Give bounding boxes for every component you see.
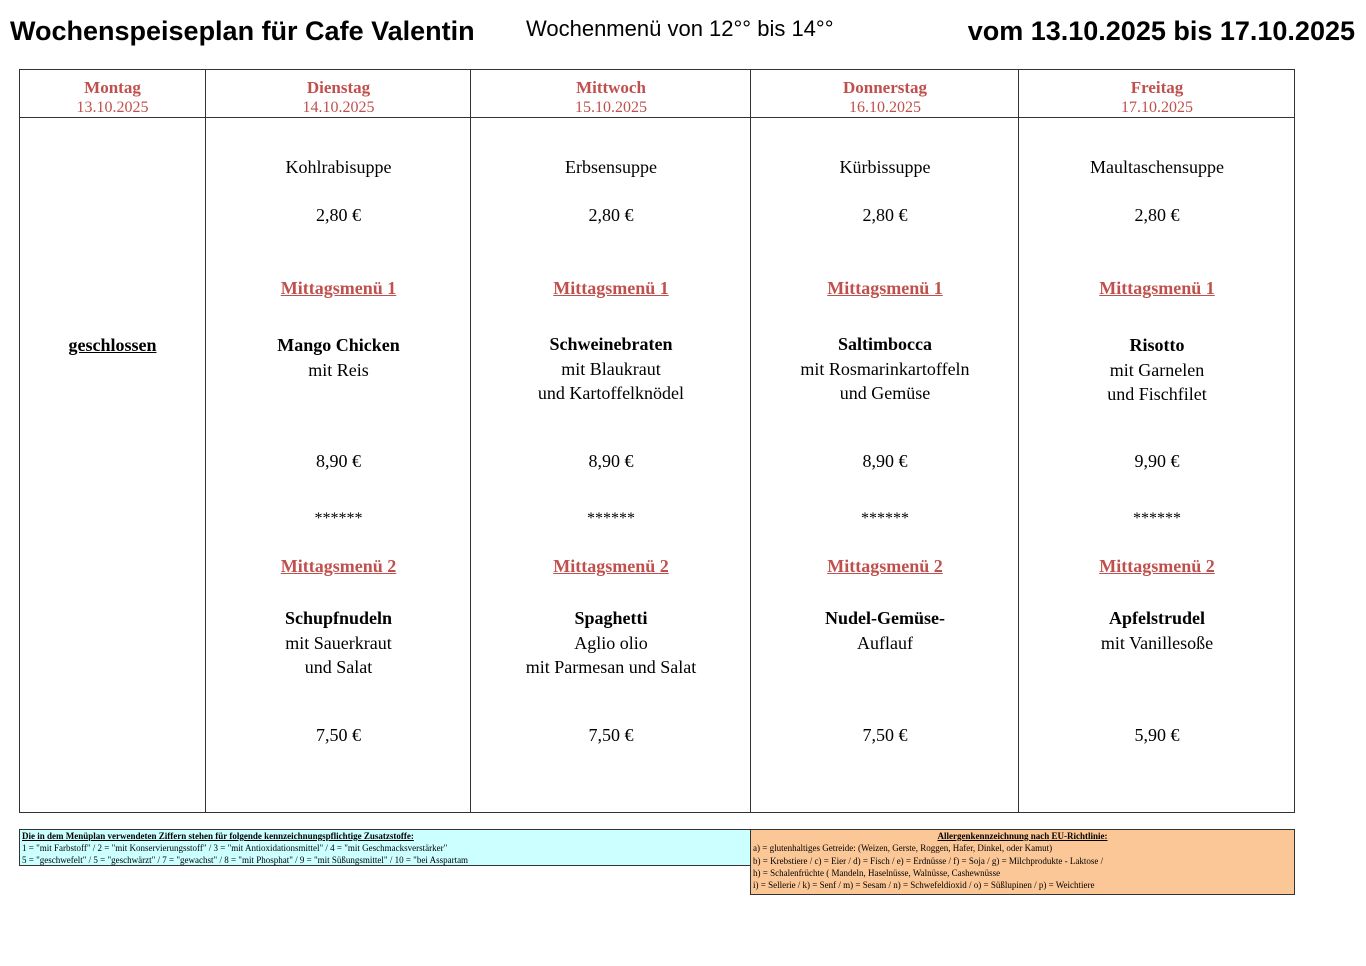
menu1-dish: Mango Chicken bbox=[277, 335, 400, 355]
menu1-description bbox=[1019, 333, 1295, 407]
menu1-side: mit Reis bbox=[308, 359, 369, 380]
day-date: 14.10.2025 bbox=[302, 99, 375, 116]
soup-price: 2,80 € bbox=[588, 205, 634, 225]
soup-name: Kohlrabisuppe bbox=[285, 157, 392, 177]
day-name: Dienstag bbox=[306, 78, 371, 97]
soup-price: 2,80 € bbox=[862, 205, 908, 225]
menu1-description bbox=[206, 333, 471, 382]
menu2-label: Mittagsmenü 2 bbox=[827, 556, 943, 576]
menu2-side: Auflauf bbox=[857, 632, 913, 653]
day-column-montag bbox=[20, 70, 205, 812]
menu2-side: und Salat bbox=[304, 657, 373, 677]
menu1-dish: Risotto bbox=[1129, 335, 1185, 355]
day-header bbox=[751, 78, 1019, 118]
day-date: 15.10.2025 bbox=[575, 99, 647, 116]
menu1-side: mit Garnelen bbox=[1109, 359, 1205, 380]
menu1-description bbox=[471, 332, 751, 406]
menu1-dish: Schweinebraten bbox=[549, 334, 673, 354]
additives-line: 1 = "mit Farbstoff" / 2 = "mit Konservierungsstoff" / 3 = "mit Antioxidationsmittel" / 4 = "mit Geschmacksverstärker" bbox=[22, 843, 448, 853]
menu2-side: Aglio olio bbox=[574, 632, 648, 653]
menu2-description bbox=[1019, 606, 1295, 655]
day-header bbox=[1019, 78, 1295, 118]
allergens-line: h) = Schalenfrüchte ( Mandeln, Haselnüsse, Walnüsse, Cashewnüsse bbox=[753, 867, 1001, 878]
day-date: 13.10.2025 bbox=[76, 99, 149, 116]
page-title: Wochenspeiseplan für Cafe Valentin bbox=[10, 16, 475, 46]
separator: ****** bbox=[1133, 510, 1181, 527]
day-column-donnerstag bbox=[750, 70, 1019, 812]
menu2-side: mit Parmesan und Salat bbox=[525, 657, 697, 677]
menu2-label: Mittagsmenü 2 bbox=[280, 556, 397, 576]
day-column-dienstag bbox=[205, 70, 471, 812]
menu1-label: Mittagsmenü 1 bbox=[553, 278, 669, 298]
menu1-side: mit Blaukraut bbox=[561, 358, 661, 379]
menu1-dish: Saltimbocca bbox=[838, 334, 932, 354]
day-name: Mittwoch bbox=[576, 78, 646, 97]
day-column-mittwoch bbox=[470, 70, 751, 812]
day-name: Donnerstag bbox=[842, 78, 928, 97]
day-header bbox=[20, 78, 205, 118]
menu2-label: Mittagsmenü 2 bbox=[1099, 556, 1215, 576]
closed-label: geschlossen bbox=[68, 335, 157, 355]
soup-name: Maultaschensuppe bbox=[1090, 157, 1224, 177]
menu1-price: 8,90 € bbox=[862, 451, 908, 471]
menu1-label: Mittagsmenü 1 bbox=[1099, 278, 1215, 298]
soup-name: Erbsensuppe bbox=[565, 157, 657, 177]
menu2-dish: Apfelstrudel bbox=[1109, 608, 1205, 628]
menu2-description bbox=[751, 606, 1019, 655]
menu2-description bbox=[206, 606, 471, 680]
menu1-price: 8,90 € bbox=[588, 451, 634, 471]
menu2-dish: Schupfnudeln bbox=[284, 608, 393, 628]
menu2-price: 5,90 € bbox=[1134, 725, 1180, 745]
soup-price: 2,80 € bbox=[316, 205, 361, 225]
menu1-side: und Gemüse bbox=[839, 383, 931, 403]
allergens-line: i) = Sellerie / k) = Senf / m) = Sesam / n) = Schwefeldioxid / o) = Süßlupinen / p) = Weichtiere bbox=[753, 880, 1095, 891]
menu1-price: 8,90 € bbox=[316, 451, 361, 471]
menu1-description bbox=[751, 332, 1019, 406]
day-header bbox=[206, 78, 471, 118]
day-name: Freitag bbox=[1130, 78, 1184, 97]
separator: ****** bbox=[314, 510, 363, 527]
menu2-price: 7,50 € bbox=[588, 725, 634, 745]
menu1-label: Mittagsmenü 1 bbox=[827, 278, 943, 298]
soup-price: 2,80 € bbox=[1134, 205, 1180, 225]
menu1-price: 9,90 € bbox=[1134, 451, 1180, 471]
menu2-side: mit Vanillesoße bbox=[1100, 632, 1214, 653]
menu1-side: und Fischfilet bbox=[1107, 384, 1207, 404]
separator: ****** bbox=[587, 510, 635, 527]
date-range: vom 13.10.2025 bis 17.10.2025 bbox=[967, 16, 1355, 46]
day-date: 17.10.2025 bbox=[1121, 99, 1193, 116]
menu2-side: mit Sauerkraut bbox=[285, 632, 392, 653]
separator: ****** bbox=[861, 510, 909, 527]
menu1-label: Mittagsmenü 1 bbox=[280, 278, 397, 298]
menu2-price: 7,50 € bbox=[316, 725, 361, 745]
time-range: Wochenmenü von 12°° bis 14°° bbox=[526, 16, 834, 41]
menu2-description bbox=[471, 606, 751, 680]
menu2-dish: Spaghetti bbox=[574, 608, 648, 628]
day-column-freitag bbox=[1018, 70, 1295, 812]
day-date: 16.10.2025 bbox=[849, 99, 921, 116]
menu2-price: 7,50 € bbox=[862, 725, 908, 745]
allergens-line: b) = Krebstiere / c) = Eier / d) = Fisch / e) = Erdnüsse / f) = Soja / g) = Milchprodukte - Laktose / bbox=[753, 855, 1104, 866]
menu1-side: und Kartoffelknödel bbox=[537, 383, 685, 403]
soup-name: Kürbissuppe bbox=[839, 157, 931, 177]
additives-legend bbox=[19, 829, 751, 866]
menu2-dish: Nudel-Gemüse- bbox=[825, 608, 945, 628]
additives-line: 5 = "geschwefelt" / 5 = "geschwärzt" / 7 = "gewachst" / 8 = "mit Phosphat" / 9 = "mit Süßungsmittel" / 10 = "bei Asspartam bbox=[22, 855, 469, 865]
additives-title: Die in dem Menüplan verwendeten Ziffern stehen für folgende kennzeichnungspflichtige Zusatzstoffe: bbox=[22, 831, 414, 841]
menu1-side: mit Rosmarinkartoffeln bbox=[800, 358, 970, 379]
allergens-legend bbox=[750, 829, 1295, 895]
day-header bbox=[471, 78, 751, 118]
allergens-title: Allergenkennzeichnung nach EU-Richtlinie: bbox=[937, 831, 1108, 841]
allergens-line: a) = glutenhaltiges Getreide: (Weizen, Gerste, Roggen, Hafer, Dinkel, oder Kamut) bbox=[753, 843, 1053, 854]
menu-table bbox=[19, 69, 1295, 813]
menu2-label: Mittagsmenü 2 bbox=[553, 556, 669, 576]
day-name: Montag bbox=[84, 78, 141, 97]
